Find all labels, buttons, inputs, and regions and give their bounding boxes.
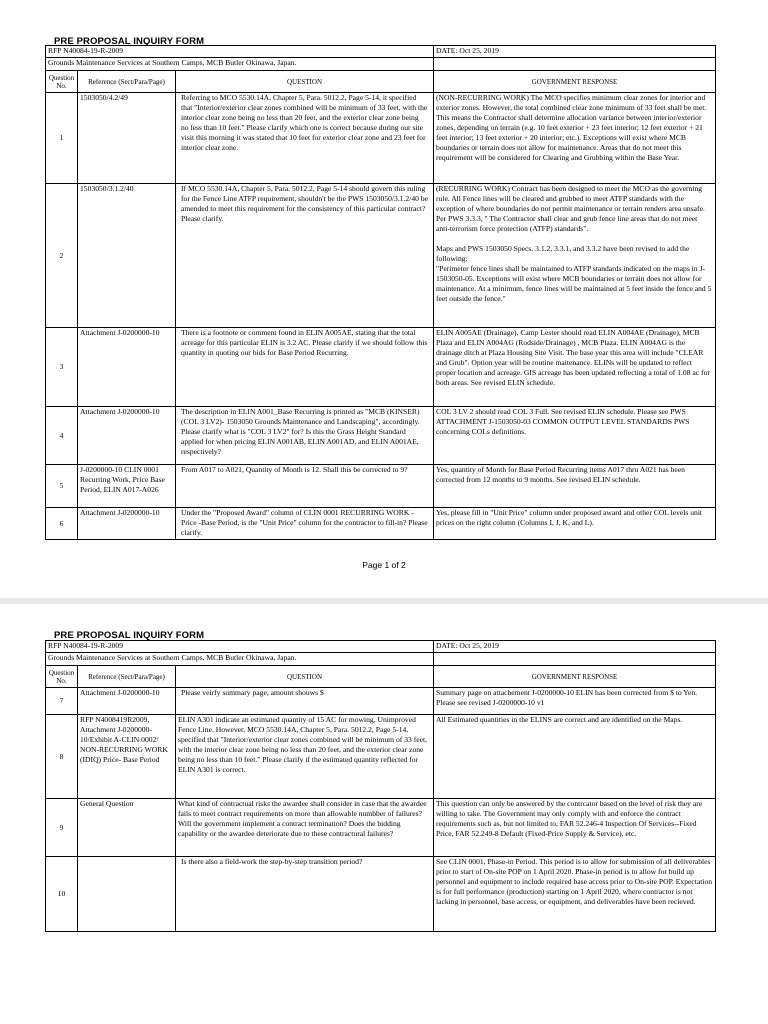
table-row xyxy=(46,688,716,715)
question-text: The description in ELIN A001_Base Recurring is printed as "MCB (KINSER) (COL 3 LV2)- 1503050 Grounds Maintenance and Landscaping", accordingly. Please clarify what is "COL 3 LV2" for? Is this the Grass Height Standard applied for when pricing ELIN A001AB, ELIN A001AD, and ELIN A001AE, respectively? xyxy=(176,407,434,465)
government-response: (NON-RECURRING WORK) The MCO specifies minimum clear zones for interior and exterior zones. However, the total combined clear zone minimum of 33 feet shall be met. This means the Contractor shall determine allocation variance between interior/exterior zones, depending on terrain (e.g. 10 feet exterior + 23 feet interior; 12 feet exterior + 21 feet interior; 13 feet exterior + 20 interior; etc.). Exceptions will exist where MCB boundaries or terrain does not allow for maintenance. Areas that do not meet this requirement will be considered for Clearing and Grubbing within the Base Year. xyxy=(434,93,716,184)
response-paragraph: Maps and PWS 1503050 Specs. 3.1.2, 3.3.1, and 3.3.2 have been revised to add the following: xyxy=(436,244,690,263)
question-text: If MCO 5530.14A, Chapter 5, Para. 5012.2, Page 5-14 should govern this ruling for the Fence Line ATFP requirement, shouldn't be the PWS 1503050/3.1.2/40 be amended to meet this requirement for the consistency of this particular contract? Please clarify. xyxy=(176,184,434,328)
government-response: All Estimated quantities in the ELINS are correct and are identified on the Maps. xyxy=(434,715,716,799)
date-field: DATE: Oct 25, 2019 xyxy=(434,641,716,653)
response-paragraph: (RECURRING WORK) Contract has been designed to meet the MCO as the governing rule. All Fence lines will be cleared and grubbed to meet ATFP standards with the exception of where boundaries do not permit maintenance or terrain renders area unsafe. Per PWS 3.3.3, " The Contractor shall clear and grub fence line areas that do not meet anti-terrorism force protection (ATFP) standards". xyxy=(436,184,705,233)
question-number: 7 xyxy=(46,688,78,715)
table-row xyxy=(46,799,716,857)
table-row xyxy=(46,328,716,407)
project-title: Grounds Maintenance Services at Southern Camps, MCB Butler Okinawa, Japan. xyxy=(46,58,434,71)
blank-cell xyxy=(434,653,716,666)
question-number: 3 xyxy=(46,328,78,407)
reference: General Question xyxy=(78,799,176,857)
rfp-number: RFP N40084-19-R-2009 xyxy=(46,641,434,653)
question-text: Referring to MCO 5530.14A, Chapter 5, Para. 5012.2, Page 5-14, it specified that "Interior/exterior clear zones combined will be minimum of 33 feet, with the interior clear zone being no less than 20 feet, and the exterior clear zone being no less than 10 feet." Please clarify which one is correct because during our site visit this morning it was stated that 10 feet for exterior clear zone and 23 feet for interior clear zone. xyxy=(176,93,434,184)
reference: Attachment J-0200000-10 xyxy=(78,407,176,465)
header-response: GOVERNMENT RESPONSE xyxy=(434,71,716,93)
response-paragraph: "Perimeter fence lines shall be maintained to ATFP standards indicated on the maps in J-1503050-05. Exceptions will exist where MCB boundaries or terrain does not allow for maintenance. At a minimum, fence lines will be maintained at 5 feet inside the fence and 5 feet outside the fence." xyxy=(436,264,712,303)
header-question-no: Question No. xyxy=(46,71,78,93)
question-number: 10 xyxy=(46,857,78,932)
government-response: Summary page on attachement J-0200000-10 ELIN has been corrected from $ to Yen. Please see revised J-0200000-10 v1 xyxy=(434,688,716,715)
question-text: ELIN A301 indicate an estimated quantity of 15 AC for mowing, Unimproved Fence Line. However, MCO 5530.14A, Chapter 5, Para. 5012.2, Page 5-14, specified that "Interior/exterior clear zones combined will be minimum of 33 feet, with the interior clear zone being no less than 20 feet, and the exterior clear zone being no less than 10 feet." Please clarify if the estimated quantity reflected for ELIN A301 is correct. xyxy=(176,715,434,799)
reference: Attachment J-0200000-10 xyxy=(78,328,176,407)
header-reference: Reference (Sect/Para/Page) xyxy=(78,71,176,93)
header-question: QUESTION xyxy=(176,666,434,688)
government-response: See CLIN 0001, Phase-in Period. This period is to allow for submission of all deliverables prior to start of On-site POP on 1 April 2020. Phase-in period is to allow for build up personnel and equipment to include required base access prior to On-site POP. Expectation is for full performance (production) starting on 1 April 2020, where contractor is not lacking in personnel, base access, or equipment, and deliverables have been recieved. xyxy=(434,857,716,932)
government-response: COL 3 LV 2 should read COL 3 Full. See revised ELIN schedule. Please see PWS ATTACHMENT J-1503050-03 COMMON OUTPUT LEVEL STANDARDS PWS concerning COLs definitions. xyxy=(434,407,716,465)
table-row xyxy=(46,715,716,799)
table-row xyxy=(46,465,716,508)
header-reference: Reference (Sect/Para/Page) xyxy=(78,666,176,688)
government-response: Yes, quantity of Month for Base Period Recurring items A017 thru A021 has been corrected from 12 months to 9 months. See revised ELIN schedule. xyxy=(434,465,716,508)
table-row xyxy=(46,93,716,184)
table-row xyxy=(46,184,716,328)
table-row xyxy=(46,508,716,540)
reference: 1503050/3.1.2/40 xyxy=(78,184,176,328)
reference xyxy=(78,857,176,932)
reference: Attachment J-0200000-10 xyxy=(78,688,176,715)
reference: 1503050/4.2/49 xyxy=(78,93,176,184)
question-number: 6 xyxy=(46,508,78,540)
form-title: PRE PROPOSAL INQUIRY FORM xyxy=(54,36,205,47)
government-response: Yes, please fill in "Unit Price" column under proposed award and other COL levels unit prices on the right column (Columns I, J, K, and L). xyxy=(434,508,716,540)
question-text: Is there also a field-work the step-by-step transition period? xyxy=(176,857,434,932)
government-response: This question can only be answered by the contrcator based on the level of risk they are willing to take. The Government may only comply with and enforce the contract requirements such as, but not limited to, FAR 52.246-4 Inspection Of Services--Fixed Price, FAR 52.249-8 Default (Fixed-Price Supply & Service), etc. xyxy=(434,799,716,857)
reference: J-0200000-10 CLIN 0001 Recurring Work, Price Base Period, ELIN A017-A026 xyxy=(78,465,176,508)
inquiry-table xyxy=(45,45,716,540)
question-text: What kind of contractual risks the awardee shall consider in case that the awardee fails to meet contract requirements on more than allowable numbber of failures? Will the government implement a contract termination? Does the bidding capability or the awardee deteriorate due to these contractural failures? xyxy=(176,799,434,857)
question-number: 5 xyxy=(46,465,78,508)
table-row xyxy=(46,857,716,932)
inquiry-table xyxy=(45,640,716,932)
reference: RFP N4008419R2009, Attachment J-0200000-10/Exhibit A-CLIN 0002/ NON-RECURRING WORK (IDIQ) Price- Base Period xyxy=(78,715,176,799)
question-number: 4 xyxy=(46,407,78,465)
question-text: From A017 to A021, Quantity of Month is 12. Shall this be corrected to 9? xyxy=(176,465,434,508)
project-title: Grounds Maintenance Services at Southern Camps, MCB Butler Okinawa, Japan. xyxy=(46,653,434,666)
form-title: PRE PROPOSAL INQUIRY FORM xyxy=(54,630,205,641)
date-field: DATE: Oct 25, 2019 xyxy=(434,46,716,58)
header-question: QUESTION xyxy=(176,71,434,93)
header-question-no: Question No. xyxy=(46,666,78,688)
question-number: 9 xyxy=(46,799,78,857)
rfp-number: RFP N40084-19-R-2009 xyxy=(46,46,434,58)
blank-cell xyxy=(434,58,716,71)
reference: Attachment J-0200000-10 xyxy=(78,508,176,540)
government-response xyxy=(434,184,716,328)
question-text: Under the "Proposed Award" column of CLIN 0001 RECURRING WORK -Price -Base Period, is the "Unit Price" column for the contractor to fill-in? Please clarify. xyxy=(176,508,434,540)
page-2 xyxy=(0,600,768,1024)
header-response: GOVERNMENT RESPONSE xyxy=(434,666,716,688)
question-text: There is a footnote or comment found in ELIN A005AE, stating that the total acreage for this particular ELIN is 3.2 AC. Please clarify if we should follow this quantity in quoting our bids for Base Period Recurring. xyxy=(176,328,434,407)
government-response: ELIN A005AE (Drainage), Camp Lester should read ELIN A004AE (Drainage), MCB Plaza and ELIN A004AG (Rodside/Drainage) , MCB Plaza. ELIN A004AG is the drainage ditch at Plaza Housing Site Visit. The base year this area will include "CLEAR and Grub". Option year will be routine maitenance. ELINs will be updated to reflect proper location and acreage. GIS acreage has been updated reflecting a total of 1.08 ac for both areas. See revised ELIN schedule. xyxy=(434,328,716,407)
question-number: 1 xyxy=(46,93,78,184)
question-number: 2 xyxy=(46,184,78,328)
question-number: 8 xyxy=(46,715,78,799)
table-row xyxy=(46,407,716,465)
page-number: Page 1 of 2 xyxy=(362,560,406,570)
question-text: Please veirfy summary page, amount shouws $ xyxy=(176,688,434,715)
